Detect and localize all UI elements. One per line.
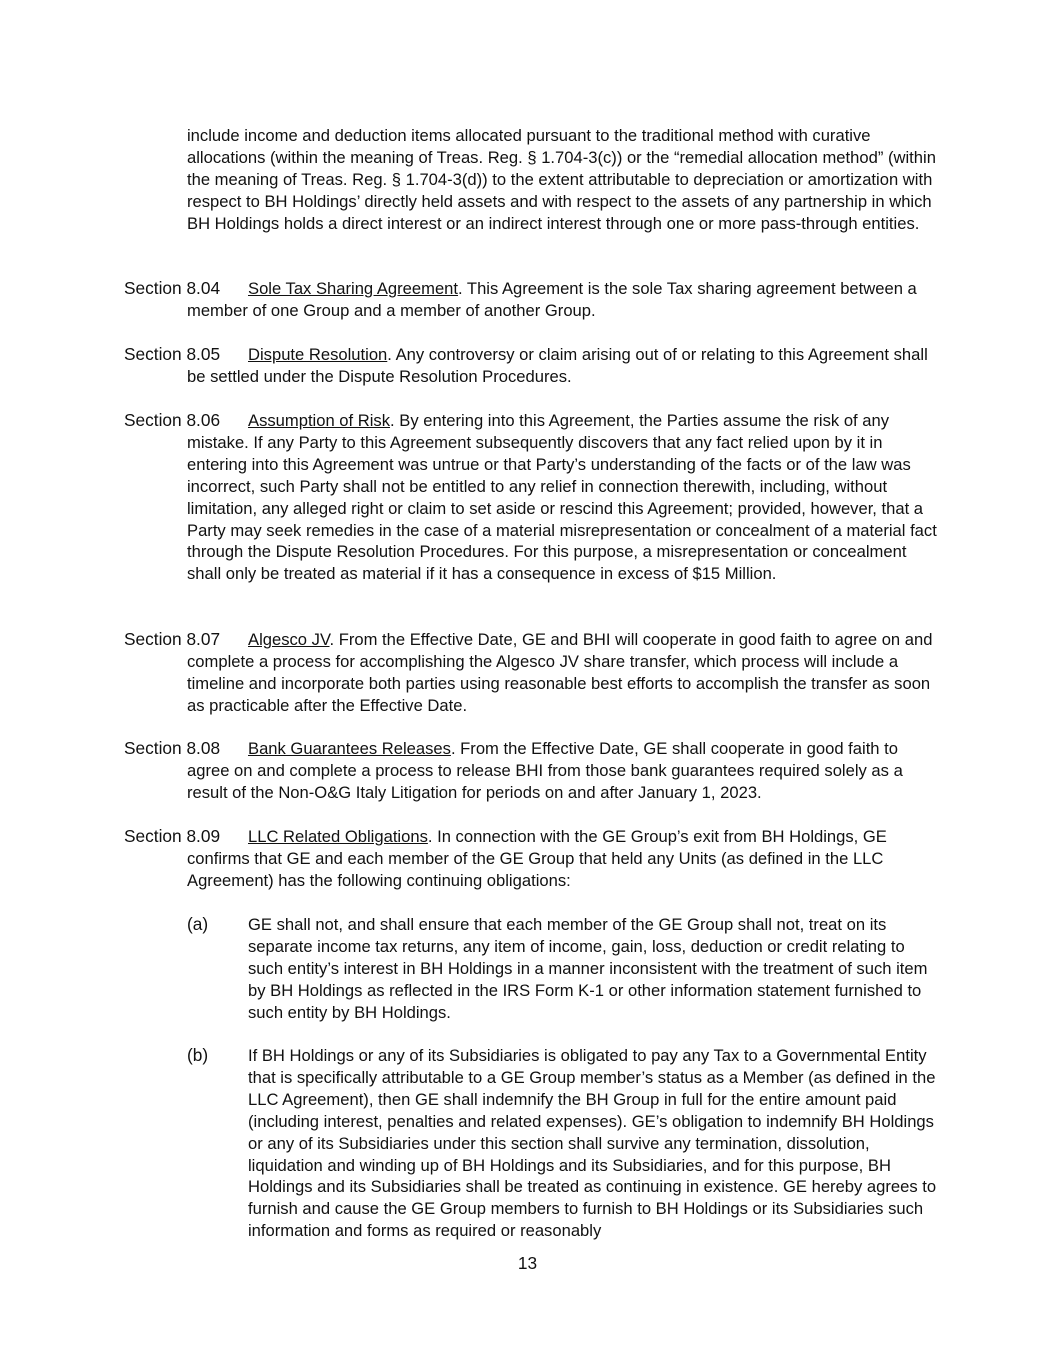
page-number: 13 (517, 1253, 538, 1273)
section-body (187, 344, 939, 388)
section-title: Algesco JV (248, 630, 330, 650)
section-number: Section 8.09 (124, 826, 221, 846)
section-title: Bank Guarantees Releases (248, 739, 451, 759)
section-body (187, 738, 939, 804)
subitem-label: (b) (187, 1045, 209, 1065)
section-8-04 (124, 278, 939, 322)
section-text: . Any controversy or claim arising out of or relating to this Agreement shall be settled under the Dispute Resolution Procedures. (187, 345, 928, 386)
section-body (187, 826, 939, 892)
subitem-b (187, 1045, 937, 1242)
section-8-05 (124, 344, 939, 388)
subitem-a (187, 914, 937, 1024)
section-title: Sole Tax Sharing Agreement (248, 279, 459, 299)
section-number: Section 8.08 (124, 738, 221, 758)
section-8-06 (124, 410, 939, 585)
section-title: LLC Related Obligations (248, 827, 428, 847)
section-number: Section 8.05 (124, 344, 221, 364)
section-8-09 (124, 826, 939, 892)
section-title: Dispute Resolution (248, 345, 388, 365)
section-body (187, 278, 939, 322)
section-text: . In connection with the GE Group’s exit from BH Holdings, GE confirms that GE and each member of the GE Group that held any Units (as defined in the LLC Agreement) has the following continuing obligations: (187, 827, 887, 890)
subitem-text: If BH Holdings or any of its Subsidiaries is obligated to pay any Tax to a Governmental Entity that is specifically attributable to a GE Group member’s status as a Member (as defined in the LLC Agreement), then GE shall indemnify the BH Group in full for the entire amount paid (including interest, penalties and related expenses). GE’s obligation to indemnify BH Holdings or any of its Subsidiaries under this section shall survive any termination, dissolution, liquidation and winding up of BH Holdings and its Subsidiaries, and for this purpose, BH Holdings and its Subsidiaries shall be treated as continuing in existence. GE hereby agrees to furnish and cause the GE Group members to furnish to BH Holdings or its Subsidiaries such information and forms as required or reasonably (248, 1046, 937, 1241)
section-body (187, 410, 939, 585)
section-number: Section 8.06 (124, 410, 221, 430)
section-text: . From the Effective Date, GE and BHI will cooperate in good faith to agree on and complete a process for accomplishing the Algesco JV share transfer, which process will include a timeline and incorporate both parties using reasonable best efforts to accomplish the transfer as soon as practicable after the Effective Date. (187, 630, 933, 715)
section-text: . By entering into this Agreement, the Parties assume the risk of any mistake. If any Party to this Agreement subsequently discovers that any fact relied upon by it in entering into this Agreement was untrue or that Party’s understanding of the facts or of the law was incorrect, such Party shall not be entitled to any relief in connection therewith, including, without limitation, any alleged right or claim to set aside or rescind this Agreement; provided, however, that a Party may seek remedies in the case of a material misrepresentation or concealment of a material fact through the Dispute Resolution Procedures. For this purpose, a misrepresentation or concealment shall only be treated as material if it has a consequence in excess of $15 Million. (187, 411, 937, 584)
intro-paragraph: include income and deduction items allocated pursuant to the traditional method with curative allocations (within the meaning of Treas. Reg. § 1.704-3(c)) or the “remedial allocation method” (within the meaning of Treas. Reg. § 1.704-3(d)) to the extent attributable to depreciation or amortization with respect to BH Holdings’ directly held assets and with respect to the assets of any partnership in which BH Holdings holds a direct interest or an indirect interest through one or more pass-through entities. (187, 126, 936, 233)
section-8-07 (124, 629, 939, 717)
subitem-label: (a) (187, 914, 209, 934)
section-number: Section 8.07 (124, 629, 221, 649)
subitem-text: GE shall not, and shall ensure that each member of the GE Group shall not, treat on its separate income tax returns, any item of income, gain, loss, deduction or credit relating to such entity’s interest in BH Holdings in a manner inconsistent with the treatment of such item by BH Holdings as reflected in the IRS Form K-1 or other information statement furnished to such entity by BH Holdings. (248, 915, 928, 1022)
section-8-08 (124, 738, 939, 804)
section-text: . This Agreement is the sole Tax sharing agreement between a member of one Group and a member of another Group. (187, 279, 917, 320)
section-body (187, 629, 939, 717)
section-text: . From the Effective Date, GE shall cooperate in good faith to agree on and complete a process to release BHI from those bank guarantees required solely as a result of the Non-O&G Italy Litigation for periods on and after January 1, 2023. (187, 739, 903, 802)
section-number: Section 8.04 (124, 278, 221, 298)
section-title: Assumption of Risk (248, 411, 391, 431)
